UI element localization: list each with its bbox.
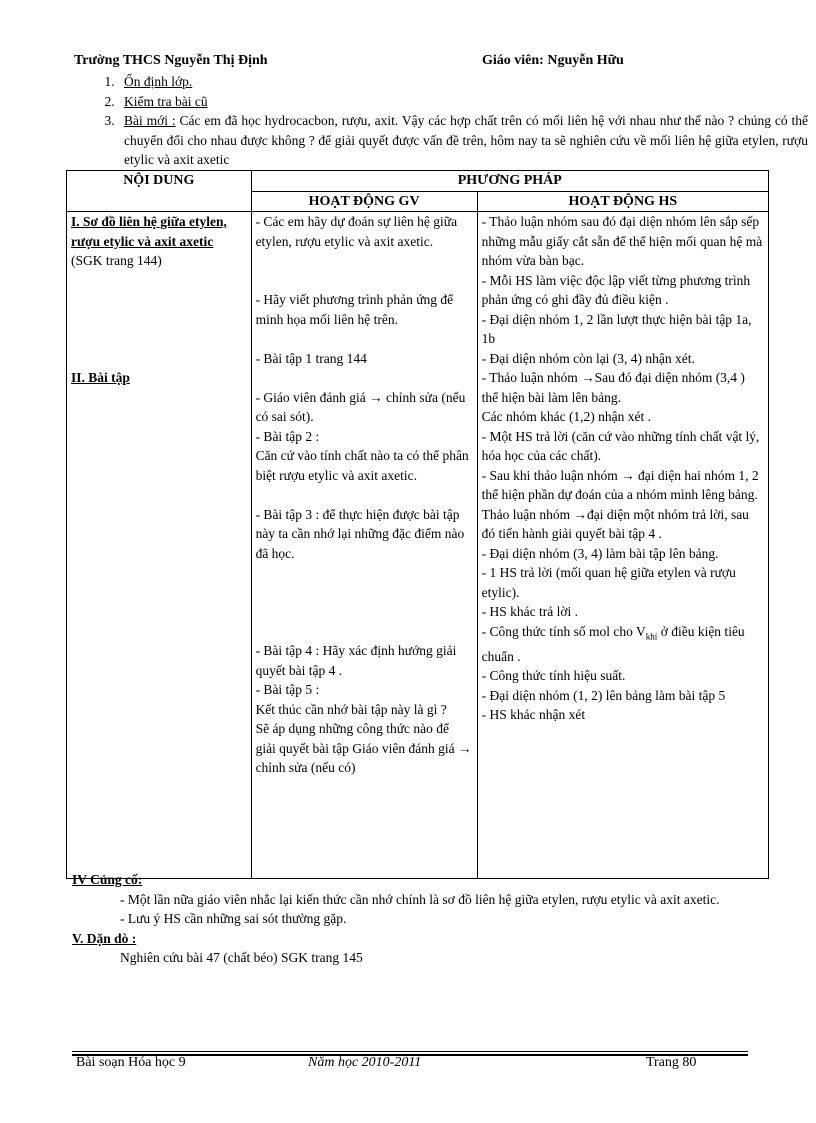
- hs-item: - Đại diện nhóm còn lại (3, 4) nhận xét.: [481, 350, 695, 366]
- homework-line-1: Nghiên cứu bài 47 (chất béo) SGK trang 145: [120, 950, 363, 965]
- step-1: [118, 72, 808, 92]
- gv-item: Sẽ áp dụng những công thức nào để giải quyết bài tập Giáo viên đánh giá → chỉnh sửa (nếu có): [255, 721, 472, 775]
- homework-title: V. Dặn dò :: [72, 930, 137, 946]
- lesson-steps: [70, 72, 808, 170]
- header-method: PHƯƠNG PHÁP: [251, 171, 768, 192]
- section-1-ref: (SGK trang 144): [71, 253, 162, 268]
- student-cell: [477, 212, 768, 879]
- header-student-activity: HOẠT ĐỘNG HS: [477, 191, 768, 212]
- teacher-name: Giáo viên: Nguyễn Hữu: [482, 53, 624, 68]
- footer-page-number: Trang 80: [646, 1055, 697, 1070]
- hs-item: - Một HS trả lời (căn cứ vào những tính chất vật lý, hóa học của các chất).: [481, 428, 760, 463]
- school-name: Trường THCS Nguyễn Thị Định: [74, 53, 268, 68]
- footer-left: Bài soạn Hóa học 9: [76, 1055, 186, 1070]
- gv-item: - Bài tập 4 : Hãy xác định hướng giải quyết bài tập 4 .: [255, 643, 457, 678]
- gv-item: - Bài tập 1 trang 144: [255, 350, 367, 366]
- hs-item: - Đại diện nhóm (1, 2) lên bảng làm bài tập 5: [481, 687, 726, 703]
- step-2-text: Kiểm tra bài cũ: [124, 93, 208, 109]
- gv-item: - Các em hãy dự đoán sự liên hệ giữa etylen, rượu etylic và axit axetic.: [255, 214, 458, 249]
- header-teacher-activity: HOẠT ĐỘNG GV: [251, 191, 477, 212]
- hs-item: - Thảo luận nhóm sau đó đại diện nhóm lên sắp sếp những mẫu giấy cắt sẵn để thể hiện mối quan hệ mà nhóm vừa bàn bạc.: [481, 214, 763, 268]
- step-3-label: Bài mới :: [124, 113, 176, 128]
- hs-item: - 1 HS trả lời (mối quan hệ giữa etylen và rượu etylic).: [481, 565, 736, 600]
- gv-item: - Hãy viết phương trình phản ứng để minh họa mối liên hệ trên.: [255, 292, 454, 327]
- step-2: [118, 92, 808, 112]
- hs-item: - HS khác nhận xét: [481, 707, 586, 723]
- hs-item: - Sau khi thảo luận nhóm → đại diện hai nhóm 1, 2 thể hiện phần dự đoán của a nhóm mình lêng bảng.: [481, 467, 759, 502]
- teacher-cell: [251, 212, 477, 879]
- hs-mol-text: - Công thức tính số mol cho V: [481, 623, 646, 639]
- consolidation-title: IV Củng cố:: [72, 872, 143, 887]
- gv-item: - Giáo viên đánh giá → chỉnh sửa (nếu có sai sót).: [255, 389, 466, 424]
- lesson-table: [66, 170, 769, 879]
- step-3: [118, 111, 808, 170]
- step-3-text: Các em đã học hydrocacbon, rượu, axit. Vậy các hợp chất trên có mối liên hệ với nhau như thế nào ? chúng có thể chuyển đổi cho nhau được không ? để giải quyết được vấn đề trên, hôm nay ta sẽ nghiên cứu về mối liên hệ giữa etylen, rượu etylic và axit axetic: [124, 113, 808, 167]
- gv-item: Kết thúc cần nhớ bài tập này là gì ?: [255, 701, 447, 717]
- consolidation-line-2: - Lưu ý HS cần những sai sót thường gặp.: [120, 911, 347, 926]
- gv-item: Căn cứ vào tính chất nào ta có thể phân biệt rượu etylic và axit axetic.: [255, 448, 469, 483]
- header-content: NỘI DUNG: [67, 171, 252, 212]
- step-1-text: Ổn định lớp.: [124, 74, 193, 89]
- hs-item: - Mỗi HS làm việc độc lập viết từng phương trình phản ứng có ghi đầy đủ điều kiện .: [481, 272, 751, 307]
- hs-item: Thảo luận nhóm →đại diện một nhóm trả lời, sau đó tiến hành giải quyết bài tập 4 .: [481, 506, 749, 541]
- gv-item: - Bài tập 2 :: [255, 428, 320, 444]
- hs-item: Các nhóm khác (1,2) nhận xét .: [481, 409, 652, 424]
- hs-item: [482, 622, 764, 667]
- gv-item: - Bài tập 3 : để thực hiện được bài tập này ta cần nhớ lại những đặc điểm nào đã học.: [255, 506, 465, 561]
- closing-section: [72, 870, 762, 968]
- consolidation-line-1: - Một lần nữa giáo viên nhắc lại kiến thức cần nhớ chính là sơ đồ liên hệ giữa etylen, rượu etylic và axit axetic.: [120, 891, 720, 907]
- hs-item: - Đại diện nhóm 1, 2 lần lượt thực hiện bài tập 1a, 1b: [481, 311, 752, 346]
- footer-center: Năm học 2010-2011: [308, 1055, 422, 1070]
- gv-item: - Bài tập 5 :: [255, 682, 320, 697]
- hs-item: - Công thức tính hiệu suất.: [481, 668, 626, 684]
- footer-rule: [72, 1051, 748, 1052]
- section-1-title: I. Sơ đồ liên hệ giữa etylen, rượu etylic và axit axetic: [71, 214, 227, 249]
- section-2-title: II. Bài tập: [71, 369, 130, 385]
- hs-mol-sub: khí: [645, 631, 658, 642]
- content-cell: [67, 212, 252, 879]
- hs-mol-tail: ở điều kiện tiêu chuẩn .: [481, 623, 745, 664]
- hs-item: - HS khác trả lời .: [481, 604, 578, 619]
- hs-item: - Thảo luận nhóm →Sau đó đại diện nhóm (3,4 ) thể hiện bài làm lên bảng.: [481, 370, 745, 405]
- hs-item: - Đại diện nhóm (3, 4) làm bài tập lên bảng.: [481, 545, 719, 561]
